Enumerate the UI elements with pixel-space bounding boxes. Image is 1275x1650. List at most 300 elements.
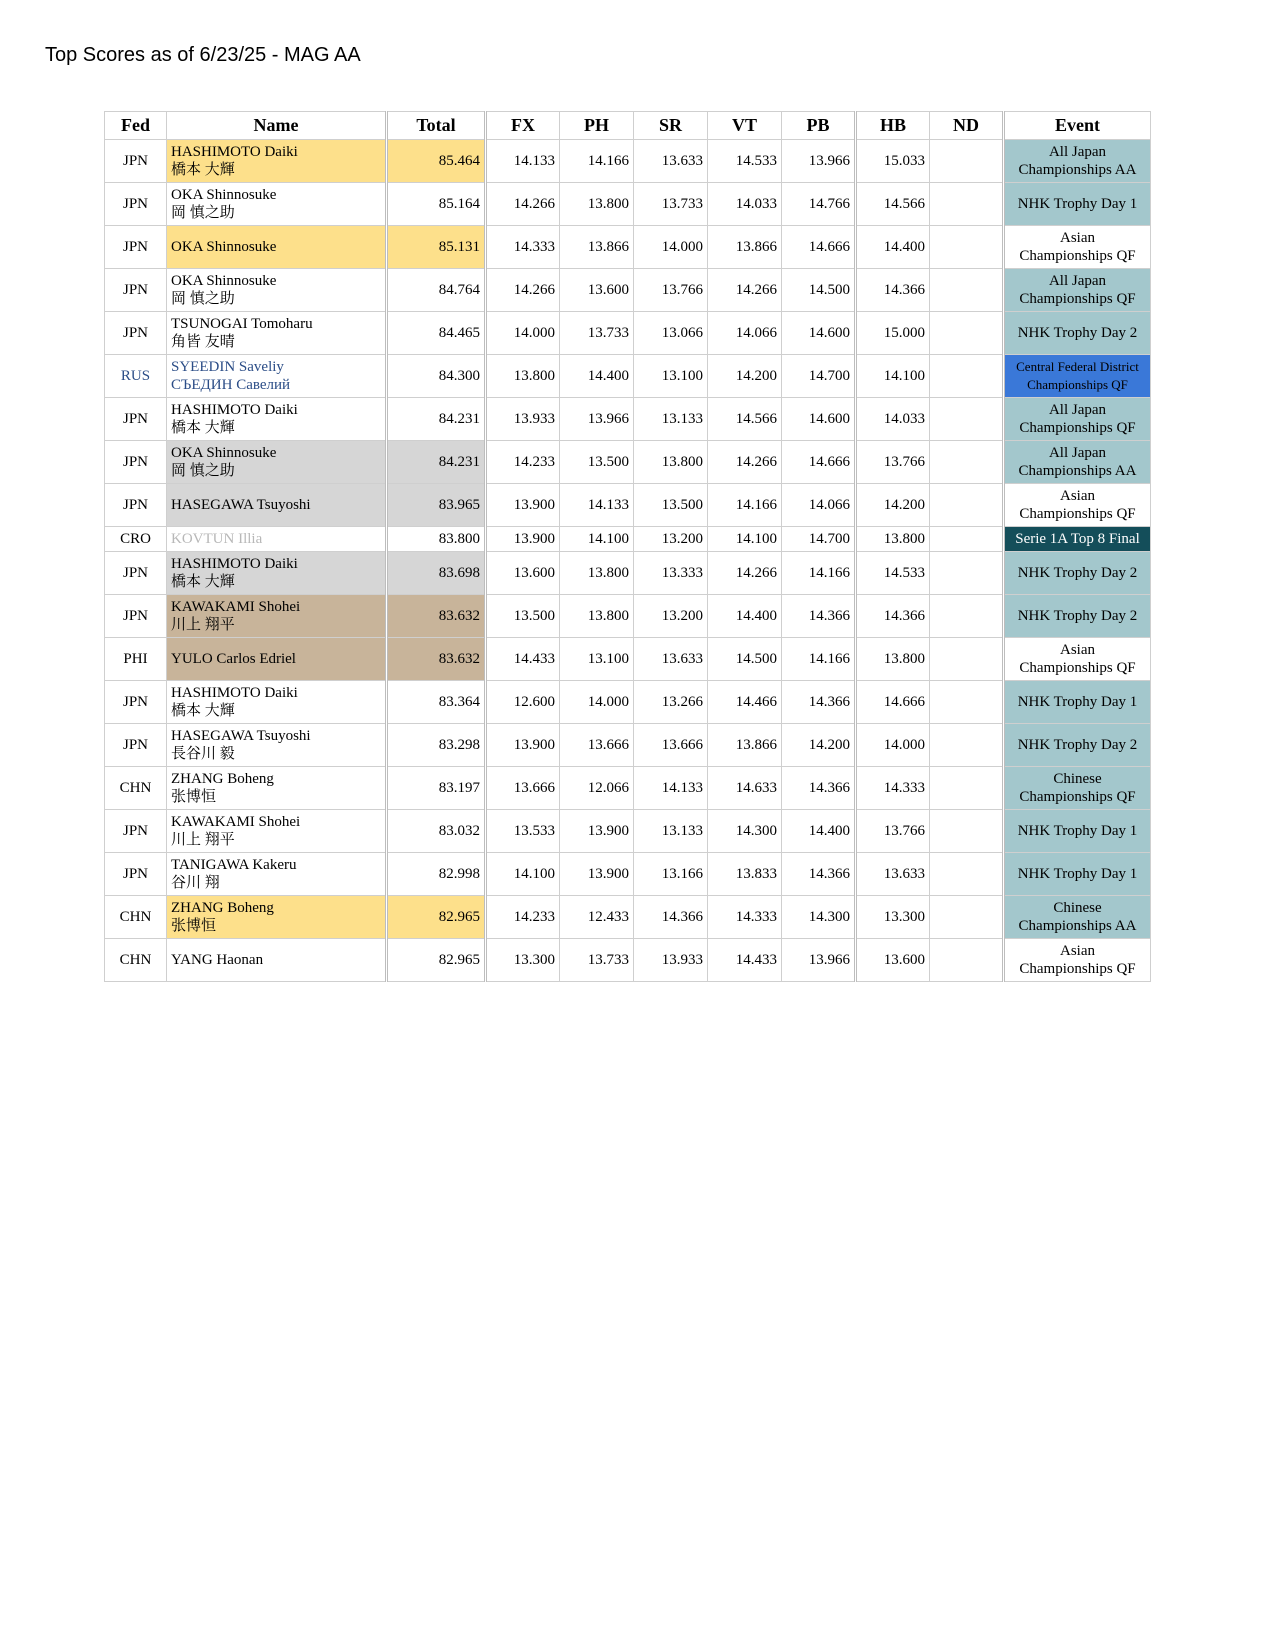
- event-cell: [1004, 140, 1151, 183]
- fed-cell: JPN: [105, 724, 167, 767]
- fx-cell: 14.133: [486, 140, 560, 183]
- vt-cell: 14.266: [708, 269, 782, 312]
- athlete-name: ZHANG Boheng: [171, 771, 274, 787]
- event-cell: [1004, 896, 1151, 939]
- fx-cell: 13.666: [486, 767, 560, 810]
- total-cell: 85.164: [387, 183, 486, 226]
- fx-cell: 14.333: [486, 226, 560, 269]
- vt-cell: 14.633: [708, 767, 782, 810]
- header-sr: SR: [634, 112, 708, 140]
- page-title: Top Scores as of 6/23/25 - MAG AA: [45, 44, 361, 66]
- event-round: Championships AA: [1018, 463, 1137, 479]
- ph-cell: 13.900: [560, 810, 634, 853]
- total-cell: 84.764: [387, 269, 486, 312]
- event-cell: [1004, 681, 1151, 724]
- event-name: Chinese: [1053, 771, 1102, 787]
- table-row: [105, 269, 1151, 312]
- total-cell: 84.231: [387, 441, 486, 484]
- sr-cell: 14.366: [634, 896, 708, 939]
- hb-cell: 14.400: [856, 226, 930, 269]
- hb-cell: 14.100: [856, 355, 930, 398]
- hb-cell: 14.366: [856, 595, 930, 638]
- sr-cell: 13.800: [634, 441, 708, 484]
- event-name: NHK Trophy Day 1: [1017, 823, 1138, 839]
- athlete-name: HASEGAWA Tsuyoshi: [171, 728, 311, 744]
- total-cell: 83.632: [387, 595, 486, 638]
- fed-cell: JPN: [105, 681, 167, 724]
- event-cell: [1004, 312, 1151, 355]
- event-round: Championships QF: [1019, 961, 1136, 977]
- nd-cell: [930, 853, 1004, 896]
- name-cell: [167, 638, 387, 681]
- scores-table: [104, 111, 1151, 982]
- pb-cell: 14.666: [782, 226, 856, 269]
- event-round: Championships AA: [1018, 162, 1137, 178]
- fed-cell: JPN: [105, 552, 167, 595]
- vt-cell: 14.400: [708, 595, 782, 638]
- ph-cell: 13.733: [560, 312, 634, 355]
- athlete-name: YULO Carlos Edriel: [171, 651, 296, 667]
- event-cell: [1004, 398, 1151, 441]
- table-row: [105, 398, 1151, 441]
- nd-cell: [930, 140, 1004, 183]
- fx-cell: 14.233: [486, 441, 560, 484]
- ph-cell: 13.100: [560, 638, 634, 681]
- vt-cell: 14.300: [708, 810, 782, 853]
- table-row: [105, 681, 1151, 724]
- athlete-name: HASHIMOTO Daiki: [171, 402, 298, 418]
- name-cell: [167, 269, 387, 312]
- ph-cell: 12.433: [560, 896, 634, 939]
- pb-cell: 14.200: [782, 724, 856, 767]
- total-cell: 83.364: [387, 681, 486, 724]
- fx-cell: 12.600: [486, 681, 560, 724]
- vt-cell: 14.566: [708, 398, 782, 441]
- pb-cell: 14.366: [782, 595, 856, 638]
- hb-cell: 15.033: [856, 140, 930, 183]
- nd-cell: [930, 527, 1004, 552]
- table-body: [105, 140, 1151, 982]
- fed-cell: JPN: [105, 441, 167, 484]
- fed-cell: JPN: [105, 269, 167, 312]
- event-name: NHK Trophy Day 1: [1017, 196, 1138, 212]
- nd-cell: [930, 398, 1004, 441]
- fx-cell: 13.800: [486, 355, 560, 398]
- event-name: NHK Trophy Day 2: [1017, 608, 1138, 624]
- event-cell: [1004, 767, 1151, 810]
- ph-cell: 13.500: [560, 441, 634, 484]
- nd-cell: [930, 810, 1004, 853]
- pb-cell: 13.966: [782, 140, 856, 183]
- table-row: [105, 312, 1151, 355]
- total-cell: 82.998: [387, 853, 486, 896]
- vt-cell: 14.266: [708, 552, 782, 595]
- fed-cell: JPN: [105, 226, 167, 269]
- vt-cell: 14.466: [708, 681, 782, 724]
- event-name: All Japan: [1048, 144, 1107, 160]
- name-cell: [167, 724, 387, 767]
- name-cell: [167, 681, 387, 724]
- ph-cell: 13.600: [560, 269, 634, 312]
- total-cell: 84.300: [387, 355, 486, 398]
- table-row: [105, 527, 1151, 552]
- hb-cell: 14.333: [856, 767, 930, 810]
- table-row: [105, 226, 1151, 269]
- vt-cell: 14.100: [708, 527, 782, 552]
- header-fed: Fed: [105, 112, 167, 140]
- vt-cell: 13.866: [708, 724, 782, 767]
- name-cell: [167, 355, 387, 398]
- event-round: Championships QF: [1019, 660, 1136, 676]
- nd-cell: [930, 681, 1004, 724]
- name-cell: [167, 810, 387, 853]
- hb-cell: 14.033: [856, 398, 930, 441]
- table-row: [105, 552, 1151, 595]
- athlete-name: KAWAKAMI Shohei: [171, 814, 301, 830]
- event-round: Championships QF: [1019, 506, 1136, 522]
- table-row: [105, 810, 1151, 853]
- pb-cell: 14.666: [782, 441, 856, 484]
- total-cell: 83.965: [387, 484, 486, 527]
- athlete-native-name: 岡 慎之助: [171, 291, 235, 307]
- athlete-name: HASEGAWA Tsuyoshi: [171, 497, 311, 513]
- sr-cell: 13.200: [634, 527, 708, 552]
- header-fx: FX: [486, 112, 560, 140]
- fx-cell: 13.900: [486, 724, 560, 767]
- athlete-native-name: 橋本 大輝: [171, 703, 235, 719]
- athlete-native-name: 张博恒: [171, 789, 217, 805]
- nd-cell: [930, 595, 1004, 638]
- header-nd: ND: [930, 112, 1004, 140]
- athlete-name: KAWAKAMI Shohei: [171, 599, 301, 615]
- ph-cell: 13.800: [560, 183, 634, 226]
- ph-cell: 13.733: [560, 939, 634, 982]
- ph-cell: 13.866: [560, 226, 634, 269]
- sr-cell: 13.200: [634, 595, 708, 638]
- nd-cell: [930, 269, 1004, 312]
- name-cell: [167, 484, 387, 527]
- athlete-native-name: 橋本 大輝: [171, 420, 235, 436]
- vt-cell: 14.166: [708, 484, 782, 527]
- nd-cell: [930, 484, 1004, 527]
- event-round: Championships QF: [1019, 789, 1136, 805]
- sr-cell: 13.166: [634, 853, 708, 896]
- athlete-name: OKA Shinnosuke: [171, 187, 277, 203]
- athlete-native-name: 岡 慎之助: [171, 463, 235, 479]
- event-name: All Japan: [1048, 273, 1107, 289]
- hb-cell: 13.766: [856, 441, 930, 484]
- nd-cell: [930, 724, 1004, 767]
- fed-cell: JPN: [105, 484, 167, 527]
- hb-cell: 14.366: [856, 269, 930, 312]
- ph-cell: 14.000: [560, 681, 634, 724]
- pb-cell: 14.766: [782, 183, 856, 226]
- fed-cell: JPN: [105, 595, 167, 638]
- athlete-native-name: СЪЕДИН Савелий: [171, 377, 291, 393]
- vt-cell: 13.833: [708, 853, 782, 896]
- total-cell: 82.965: [387, 896, 486, 939]
- nd-cell: [930, 226, 1004, 269]
- nd-cell: [930, 939, 1004, 982]
- nd-cell: [930, 355, 1004, 398]
- total-cell: 83.197: [387, 767, 486, 810]
- event-cell: [1004, 355, 1151, 398]
- event-cell: [1004, 226, 1151, 269]
- event-name: Central Federal District: [1016, 359, 1139, 374]
- name-cell: [167, 853, 387, 896]
- fed-cell: JPN: [105, 810, 167, 853]
- table-row: [105, 939, 1151, 982]
- hb-cell: 13.766: [856, 810, 930, 853]
- vt-cell: 14.333: [708, 896, 782, 939]
- fed-cell: CHN: [105, 939, 167, 982]
- event-name: All Japan: [1048, 402, 1107, 418]
- hb-cell: 13.800: [856, 527, 930, 552]
- fx-cell: 13.600: [486, 552, 560, 595]
- ph-cell: 14.100: [560, 527, 634, 552]
- fx-cell: 14.100: [486, 853, 560, 896]
- athlete-native-name: 岡 慎之助: [171, 205, 235, 221]
- event-cell: [1004, 183, 1151, 226]
- name-cell: [167, 767, 387, 810]
- vt-cell: 14.433: [708, 939, 782, 982]
- fed-cell: JPN: [105, 398, 167, 441]
- hb-cell: 14.200: [856, 484, 930, 527]
- event-cell: [1004, 441, 1151, 484]
- ph-cell: 14.400: [560, 355, 634, 398]
- event-name: All Japan: [1048, 445, 1107, 461]
- event-cell: [1004, 638, 1151, 681]
- table-header-row: [105, 112, 1151, 140]
- hb-cell: 13.633: [856, 853, 930, 896]
- hb-cell: 13.300: [856, 896, 930, 939]
- fx-cell: 13.500: [486, 595, 560, 638]
- hb-cell: 13.600: [856, 939, 930, 982]
- name-cell: [167, 527, 387, 552]
- ph-cell: 14.166: [560, 140, 634, 183]
- ph-cell: 13.800: [560, 552, 634, 595]
- sr-cell: 13.633: [634, 638, 708, 681]
- fx-cell: 13.900: [486, 527, 560, 552]
- athlete-name: HASHIMOTO Daiki: [171, 556, 298, 572]
- sr-cell: 13.066: [634, 312, 708, 355]
- event-cell: [1004, 552, 1151, 595]
- vt-cell: 14.533: [708, 140, 782, 183]
- event-name: NHK Trophy Day 1: [1017, 866, 1138, 882]
- ph-cell: 12.066: [560, 767, 634, 810]
- event-name: NHK Trophy Day 2: [1017, 737, 1138, 753]
- nd-cell: [930, 183, 1004, 226]
- event-round: Championships QF: [1019, 420, 1136, 436]
- nd-cell: [930, 441, 1004, 484]
- header-name: Name: [167, 112, 387, 140]
- fx-cell: 14.433: [486, 638, 560, 681]
- name-cell: [167, 398, 387, 441]
- total-cell: 83.800: [387, 527, 486, 552]
- event-round: Championships QF: [1019, 248, 1136, 264]
- event-round: Championships QF: [1019, 291, 1136, 307]
- hb-cell: 15.000: [856, 312, 930, 355]
- total-cell: 85.131: [387, 226, 486, 269]
- fed-cell: JPN: [105, 140, 167, 183]
- pb-cell: 14.700: [782, 355, 856, 398]
- event-cell: [1004, 595, 1151, 638]
- sr-cell: 13.633: [634, 140, 708, 183]
- sr-cell: 13.933: [634, 939, 708, 982]
- ph-cell: 13.966: [560, 398, 634, 441]
- total-cell: 84.465: [387, 312, 486, 355]
- event-name: Asian: [1060, 943, 1095, 959]
- vt-cell: 14.200: [708, 355, 782, 398]
- hb-cell: 14.666: [856, 681, 930, 724]
- athlete-name: OKA Shinnosuke: [171, 273, 277, 289]
- event-cell: [1004, 724, 1151, 767]
- athlete-native-name: 長谷川 毅: [171, 746, 235, 762]
- event-name: NHK Trophy Day 2: [1017, 325, 1138, 341]
- table-row: [105, 484, 1151, 527]
- pb-cell: 14.600: [782, 312, 856, 355]
- sr-cell: 14.000: [634, 226, 708, 269]
- hb-cell: 13.800: [856, 638, 930, 681]
- vt-cell: 14.266: [708, 441, 782, 484]
- pb-cell: 14.400: [782, 810, 856, 853]
- athlete-name: TANIGAWA Kakeru: [171, 857, 297, 873]
- athlete-name: HASHIMOTO Daiki: [171, 144, 298, 160]
- name-cell: [167, 939, 387, 982]
- pb-cell: 14.366: [782, 853, 856, 896]
- total-cell: 82.965: [387, 939, 486, 982]
- event-cell: [1004, 810, 1151, 853]
- event-name: Asian: [1060, 642, 1095, 658]
- sr-cell: 13.266: [634, 681, 708, 724]
- total-cell: 83.298: [387, 724, 486, 767]
- total-cell: 83.632: [387, 638, 486, 681]
- athlete-name: ZHANG Boheng: [171, 900, 274, 916]
- pb-cell: 14.066: [782, 484, 856, 527]
- event-name: NHK Trophy Day 2: [1017, 565, 1138, 581]
- fed-cell: CRO: [105, 527, 167, 552]
- fx-cell: 14.233: [486, 896, 560, 939]
- table-row: [105, 595, 1151, 638]
- fx-cell: 13.933: [486, 398, 560, 441]
- sr-cell: 13.766: [634, 269, 708, 312]
- event-cell: [1004, 939, 1151, 982]
- sr-cell: 13.133: [634, 398, 708, 441]
- event-name: Chinese: [1053, 900, 1102, 916]
- name-cell: [167, 595, 387, 638]
- name-cell: [167, 183, 387, 226]
- athlete-name: KOVTUN Illia: [171, 531, 263, 547]
- event-cell: [1004, 853, 1151, 896]
- header-total: Total: [387, 112, 486, 140]
- fed-cell: JPN: [105, 853, 167, 896]
- nd-cell: [930, 312, 1004, 355]
- table-row: [105, 441, 1151, 484]
- table-row: [105, 355, 1151, 398]
- event-name: Asian: [1060, 488, 1095, 504]
- total-cell: 85.464: [387, 140, 486, 183]
- event-cell: [1004, 527, 1151, 552]
- header-vt: VT: [708, 112, 782, 140]
- athlete-native-name: 川上 翔平: [171, 832, 235, 848]
- table-row: [105, 183, 1151, 226]
- hb-cell: 14.566: [856, 183, 930, 226]
- name-cell: [167, 226, 387, 269]
- header-pb: PB: [782, 112, 856, 140]
- sr-cell: 13.666: [634, 724, 708, 767]
- ph-cell: 13.666: [560, 724, 634, 767]
- athlete-native-name: 川上 翔平: [171, 617, 235, 633]
- athlete-name: SYEEDIN Saveliy: [171, 359, 284, 375]
- vt-cell: 14.500: [708, 638, 782, 681]
- table-row: [105, 140, 1151, 183]
- fed-cell: RUS: [105, 355, 167, 398]
- event-cell: [1004, 269, 1151, 312]
- pb-cell: 14.366: [782, 681, 856, 724]
- name-cell: [167, 312, 387, 355]
- fx-cell: 14.266: [486, 183, 560, 226]
- name-cell: [167, 140, 387, 183]
- event-cell: [1004, 484, 1151, 527]
- athlete-name: TSUNOGAI Tomoharu: [171, 316, 313, 332]
- pb-cell: 14.166: [782, 638, 856, 681]
- event-name: NHK Trophy Day 1: [1017, 694, 1138, 710]
- name-cell: [167, 552, 387, 595]
- name-cell: [167, 896, 387, 939]
- pb-cell: 14.300: [782, 896, 856, 939]
- athlete-name: HASHIMOTO Daiki: [171, 685, 298, 701]
- header-event: Event: [1004, 112, 1151, 140]
- table-row: [105, 767, 1151, 810]
- pb-cell: 14.366: [782, 767, 856, 810]
- athlete-native-name: 橋本 大輝: [171, 162, 235, 178]
- pb-cell: 14.500: [782, 269, 856, 312]
- table-row: [105, 724, 1151, 767]
- sr-cell: 14.133: [634, 767, 708, 810]
- event-name: Serie 1A Top 8 Final: [1015, 531, 1140, 547]
- header-hb: HB: [856, 112, 930, 140]
- ph-cell: 14.133: [560, 484, 634, 527]
- fed-cell: JPN: [105, 312, 167, 355]
- vt-cell: 14.033: [708, 183, 782, 226]
- athlete-name: YANG Haonan: [171, 952, 264, 968]
- total-cell: 84.231: [387, 398, 486, 441]
- vt-cell: 14.066: [708, 312, 782, 355]
- fed-cell: JPN: [105, 183, 167, 226]
- nd-cell: [930, 767, 1004, 810]
- sr-cell: 13.100: [634, 355, 708, 398]
- nd-cell: [930, 552, 1004, 595]
- fx-cell: 13.900: [486, 484, 560, 527]
- table-row: [105, 853, 1151, 896]
- fx-cell: 13.300: [486, 939, 560, 982]
- fx-cell: 14.266: [486, 269, 560, 312]
- athlete-native-name: 角皆 友晴: [171, 334, 235, 350]
- nd-cell: [930, 638, 1004, 681]
- fed-cell: CHN: [105, 896, 167, 939]
- header-ph: PH: [560, 112, 634, 140]
- athlete-name: OKA Shinnosuke: [171, 445, 277, 461]
- fed-cell: CHN: [105, 767, 167, 810]
- ph-cell: 13.900: [560, 853, 634, 896]
- table-row: [105, 638, 1151, 681]
- nd-cell: [930, 896, 1004, 939]
- sr-cell: 13.500: [634, 484, 708, 527]
- event-round: Championships QF: [1027, 377, 1128, 392]
- sr-cell: 13.333: [634, 552, 708, 595]
- vt-cell: 13.866: [708, 226, 782, 269]
- ph-cell: 13.800: [560, 595, 634, 638]
